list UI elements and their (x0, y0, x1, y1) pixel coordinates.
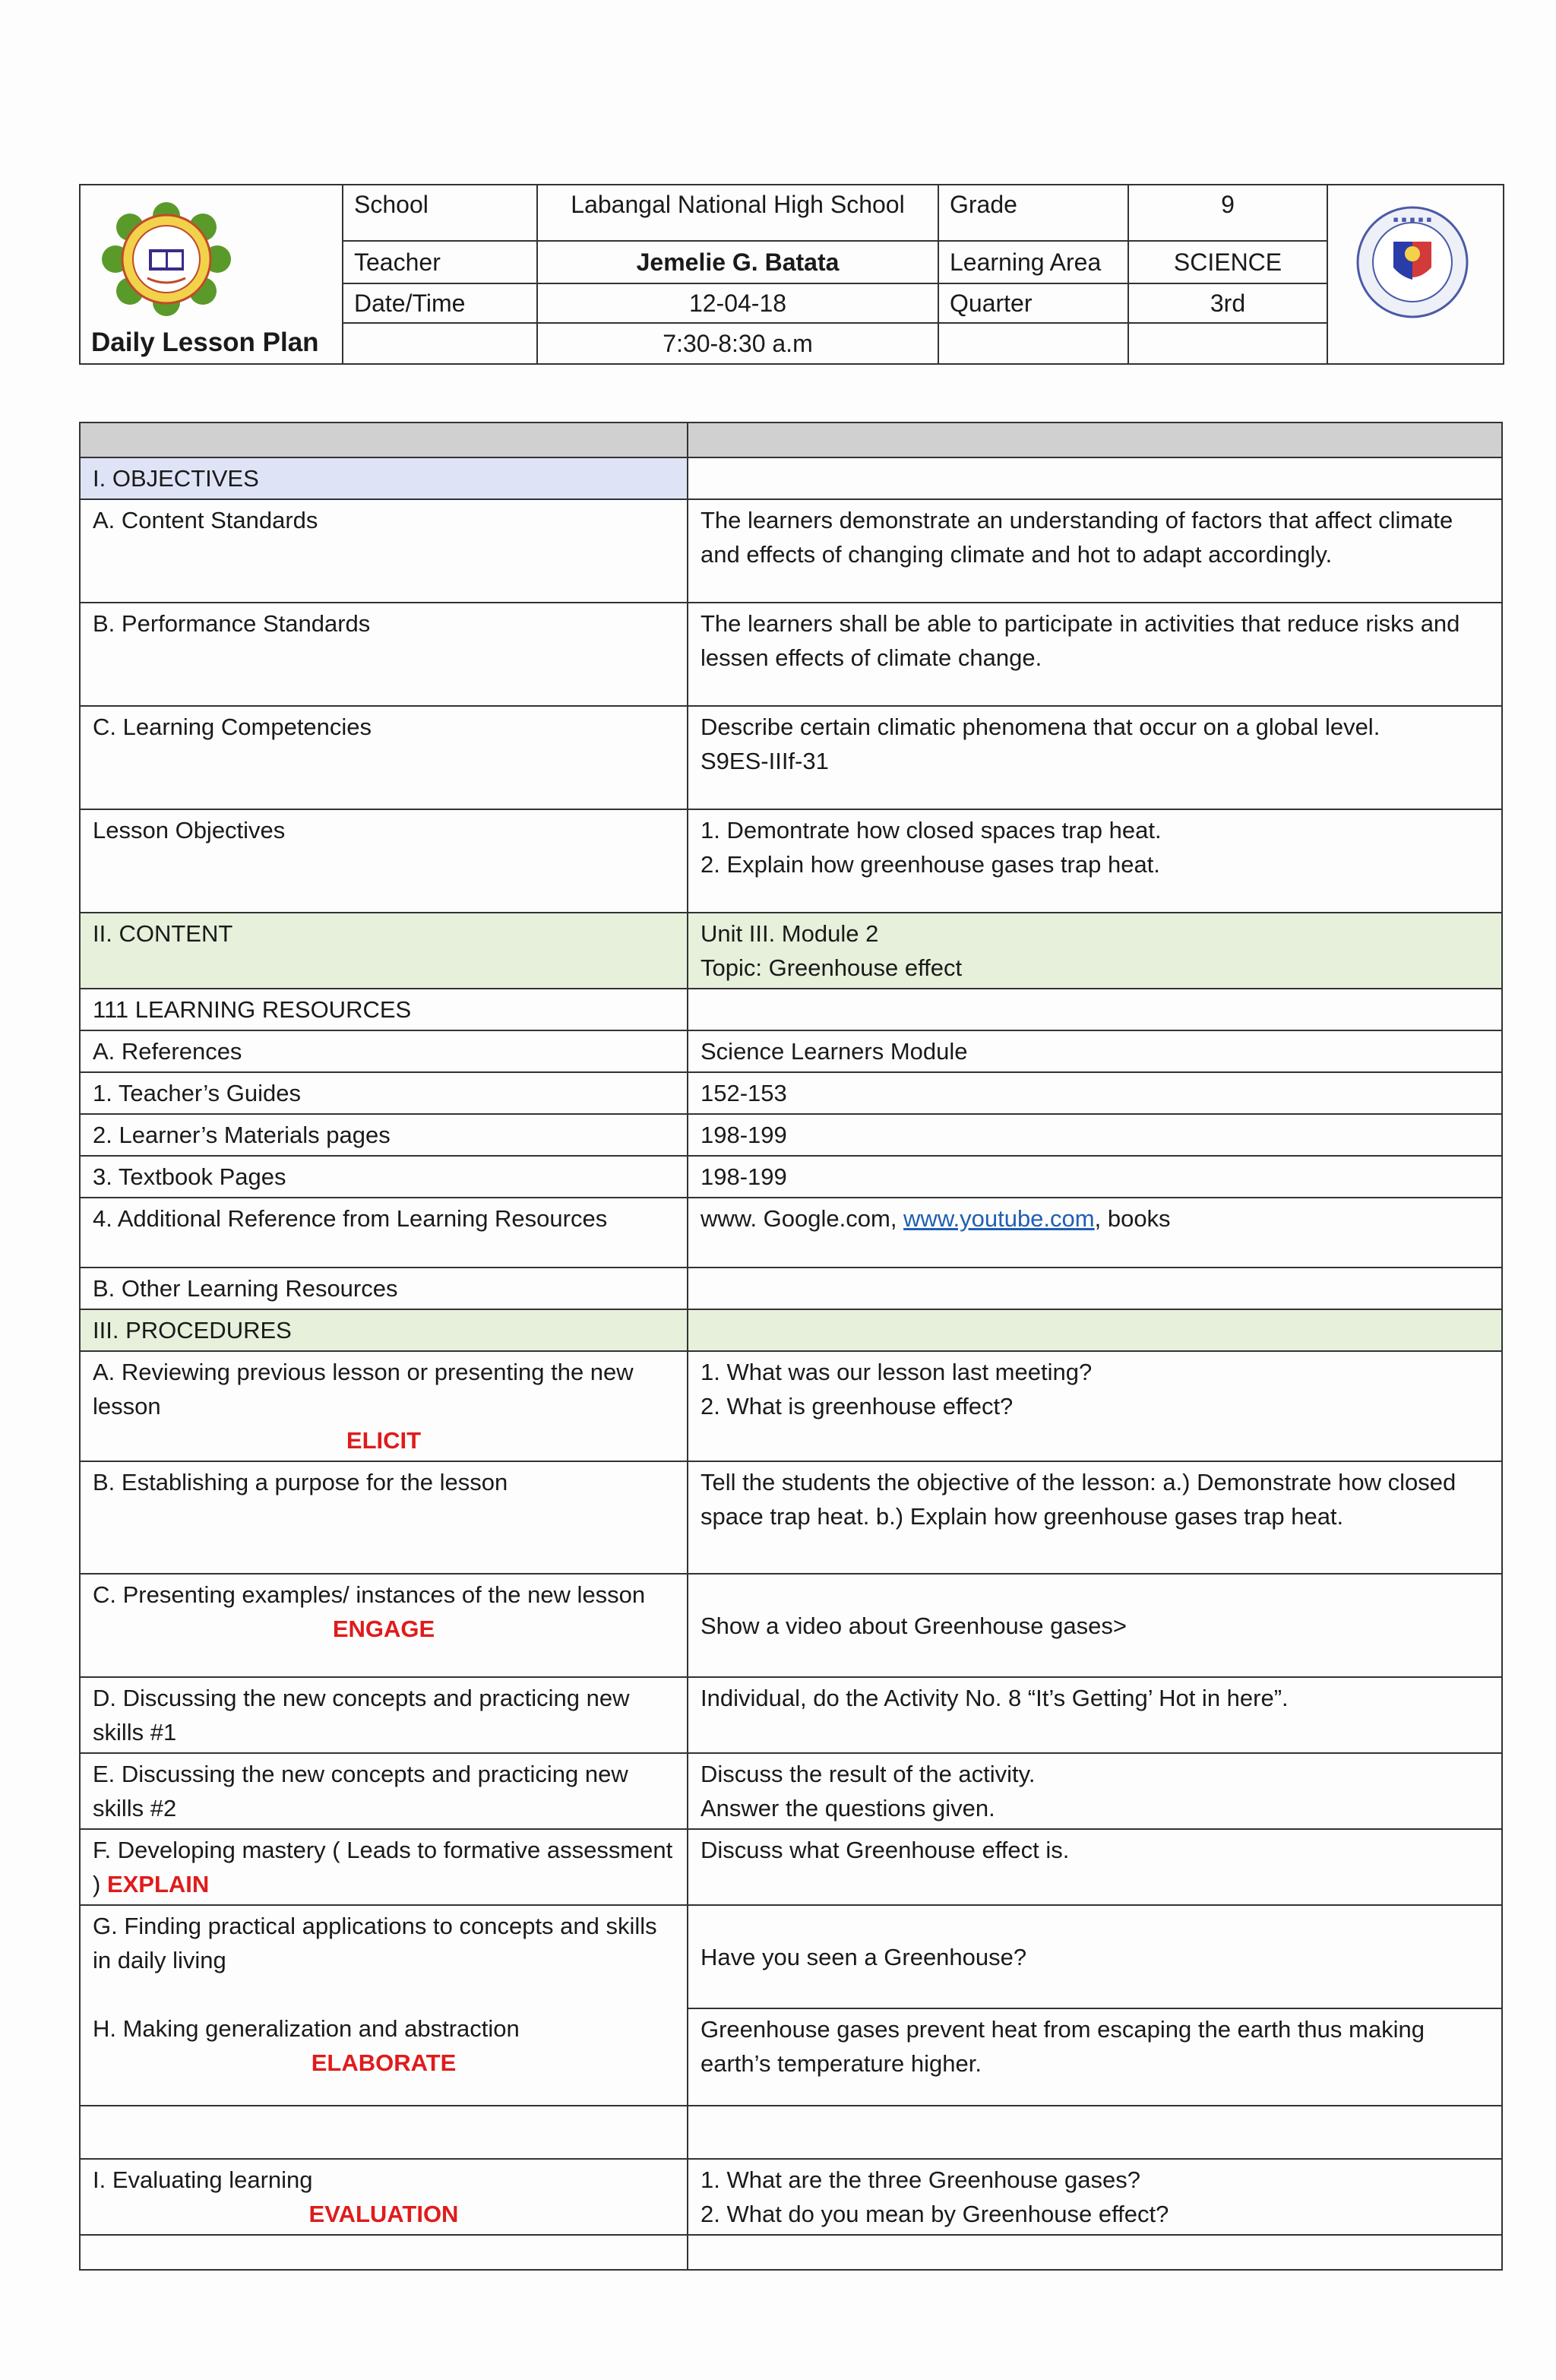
empty-cell (1327, 323, 1504, 364)
procedure-a-label (80, 1351, 688, 1461)
school-logo-cell (80, 185, 343, 364)
procedure-d-label: D. Discussing the new concepts and practicing new skills #1 (80, 1677, 688, 1753)
performance-standards-label: B. Performance Standards (80, 603, 688, 706)
quarter-label: Quarter (938, 283, 1128, 323)
lesson-objectives-value (688, 809, 1502, 913)
references-label: A. References (80, 1030, 688, 1072)
elaborate-tag: ELABORATE (311, 2049, 457, 2076)
textbook-value: 198-199 (688, 1156, 1502, 1198)
teachers-guides-value: 152-153 (688, 1072, 1502, 1114)
procedure-g-value: Have you seen a Greenhouse? (701, 1943, 1027, 1970)
empty-cell (688, 1268, 1502, 1309)
procedure-i-value (688, 2159, 1502, 2235)
teachers-guides-label: 1. Teacher’s Guides (80, 1072, 688, 1114)
procedure-f-text: F. Developing mastery ( Leads to formative assessment ) (93, 1837, 673, 1897)
procedure-i-label (80, 2159, 688, 2235)
question: 1. What are the three Greenhouse gases? (701, 2166, 1141, 2193)
time-value: 7:30-8:30 a.m (537, 323, 938, 364)
deped-seal-icon (1355, 205, 1469, 319)
learners-materials-label: 2. Learner’s Materials pages (80, 1114, 688, 1156)
procedure-g-text: G. Finding practical applications to concepts and skills in daily living (93, 1913, 657, 1973)
empty-cell (688, 457, 1502, 499)
school-seal-icon (102, 202, 231, 316)
question: 2. What is greenhouse effect? (701, 1393, 1014, 1419)
date-label: Date/Time (343, 283, 537, 323)
procedure-c-label (80, 1574, 688, 1677)
grade-label: Grade (938, 185, 1128, 241)
procedure-f-label (80, 1829, 688, 1905)
header-gray-cell (80, 423, 688, 457)
learning-area-value: SCIENCE (1128, 241, 1327, 283)
references-value: Science Learners Module (688, 1030, 1502, 1072)
procedure-e-label: E. Discussing the new concepts and practicing new skills #2 (80, 1753, 688, 1829)
quarter-value: 3rd (1128, 283, 1327, 323)
empty-cell (688, 2106, 1502, 2159)
procedure-c-value: Show a video about Greenhouse gases> (688, 1574, 1502, 1677)
competencies-value (688, 706, 1502, 809)
lesson-objectives-label: Lesson Objectives (80, 809, 688, 913)
procedure-h-text: H. Making generalization and abstraction (93, 2015, 520, 2042)
objectives-heading: I. OBJECTIVES (80, 457, 688, 499)
evaluation-tag: EVALUATION (308, 2201, 459, 2227)
procedures-heading: III. PROCEDURES (80, 1309, 688, 1351)
procedure-e-value (688, 1753, 1502, 1829)
learning-area-label: Learning Area (938, 241, 1128, 283)
competency-code: S9ES-IIIf-31 (701, 748, 829, 774)
procedure-b-value: Tell the students the objective of the lesson: a.) Demonstrate how closed space trap heat. b.) Explain how greenhouse gases trap heat. (688, 1461, 1502, 1574)
lesson-objective: 2. Explain how greenhouse gases trap heat. (701, 851, 1160, 878)
empty-cell (688, 1309, 1502, 1351)
procedure-a-text: A. Reviewing previous lesson or presenting the new lesson (93, 1359, 634, 1419)
date-value: 12-04-18 (537, 283, 938, 323)
empty-cell (80, 2106, 688, 2159)
procedure-h-value: Greenhouse gases prevent heat from escaping the earth thus making earth’s temperature higher. (688, 2008, 1501, 2081)
reference-text: , books (1094, 1205, 1171, 1232)
procedure-b-label: B. Establishing a purpose for the lesson (80, 1461, 688, 1574)
procedure-i-text: I. Evaluating learning (93, 2166, 313, 2193)
procedure-gh-value (688, 1905, 1502, 2106)
competencies-text: Describe certain climatic phenomena that occur on a global level. (701, 714, 1380, 740)
content-value (688, 913, 1502, 989)
page-title: Daily Lesson Plan (91, 328, 319, 357)
empty-cell (938, 323, 1128, 364)
empty-cell (1128, 323, 1327, 364)
other-resources-label: B. Other Learning Resources (80, 1268, 688, 1309)
reference-text: www. Google.com, (701, 1205, 904, 1232)
resources-heading: 111 LEARNING RESOURCES (80, 989, 688, 1030)
performance-standards-value: The learners shall be able to participate in activities that reduce risks and lessen effects of climate change. (688, 603, 1502, 706)
competencies-label: C. Learning Competencies (80, 706, 688, 809)
grade-value: 9 (1128, 185, 1327, 241)
procedure-c-text: C. Presenting examples/ instances of the new lesson (93, 1581, 646, 1608)
procedure-a-value (688, 1351, 1502, 1461)
topic-text: Topic: Greenhouse effect (701, 954, 963, 981)
instruction: Answer the questions given. (701, 1795, 995, 1821)
spacer (93, 1977, 675, 2011)
unit-text: Unit III. Module 2 (701, 920, 879, 947)
question: 1. What was our lesson last meeting? (701, 1359, 1093, 1385)
procedure-d-value: Individual, do the Activity No. 8 “It’s Getting’ Hot in here”. (688, 1677, 1502, 1753)
additional-reference-label: 4. Additional Reference from Learning Resources (80, 1198, 688, 1268)
procedure-gh-label (80, 1905, 688, 2106)
deped-logo-cell (1327, 185, 1504, 323)
procedure-f-value: Discuss what Greenhouse effect is. (688, 1829, 1502, 1905)
time-label-empty (343, 323, 537, 364)
empty-cell (80, 2235, 688, 2270)
empty-cell (688, 2235, 1502, 2270)
teacher-value: Jemelie G. Batata (537, 241, 938, 283)
engage-tag: ENGAGE (332, 1616, 435, 1642)
lesson-plan-header (79, 184, 1504, 365)
content-standards-label: A. Content Standards (80, 499, 688, 603)
elicit-tag: ELICIT (346, 1427, 422, 1454)
school-label: School (343, 185, 537, 241)
learners-materials-value: 198-199 (688, 1114, 1502, 1156)
content-heading: II. CONTENT (80, 913, 688, 989)
question: 2. What do you mean by Greenhouse effect? (701, 2201, 1169, 2227)
explain-tag: EXPLAIN (106, 1871, 210, 1897)
youtube-link[interactable]: www.youtube.com (903, 1205, 1095, 1232)
school-value: Labangal National High School (537, 185, 938, 241)
header-gray-cell (688, 423, 1502, 457)
lesson-objective: 1. Demontrate how closed spaces trap heat. (701, 817, 1162, 843)
lesson-plan-body (79, 422, 1503, 2271)
instruction: Discuss the result of the activity. (701, 1761, 1036, 1787)
svg-text:▪ ▪ ▪ ▪ ▪: ▪ ▪ ▪ ▪ ▪ (1393, 214, 1432, 224)
textbook-label: 3. Textbook Pages (80, 1156, 688, 1198)
content-standards-value: The learners demonstrate an understanding of factors that affect climate and effects of changing climate and hot to adapt accordingly. (688, 499, 1502, 603)
teacher-label: Teacher (343, 241, 537, 283)
empty-cell (688, 989, 1502, 1030)
additional-reference-value (688, 1198, 1502, 1268)
